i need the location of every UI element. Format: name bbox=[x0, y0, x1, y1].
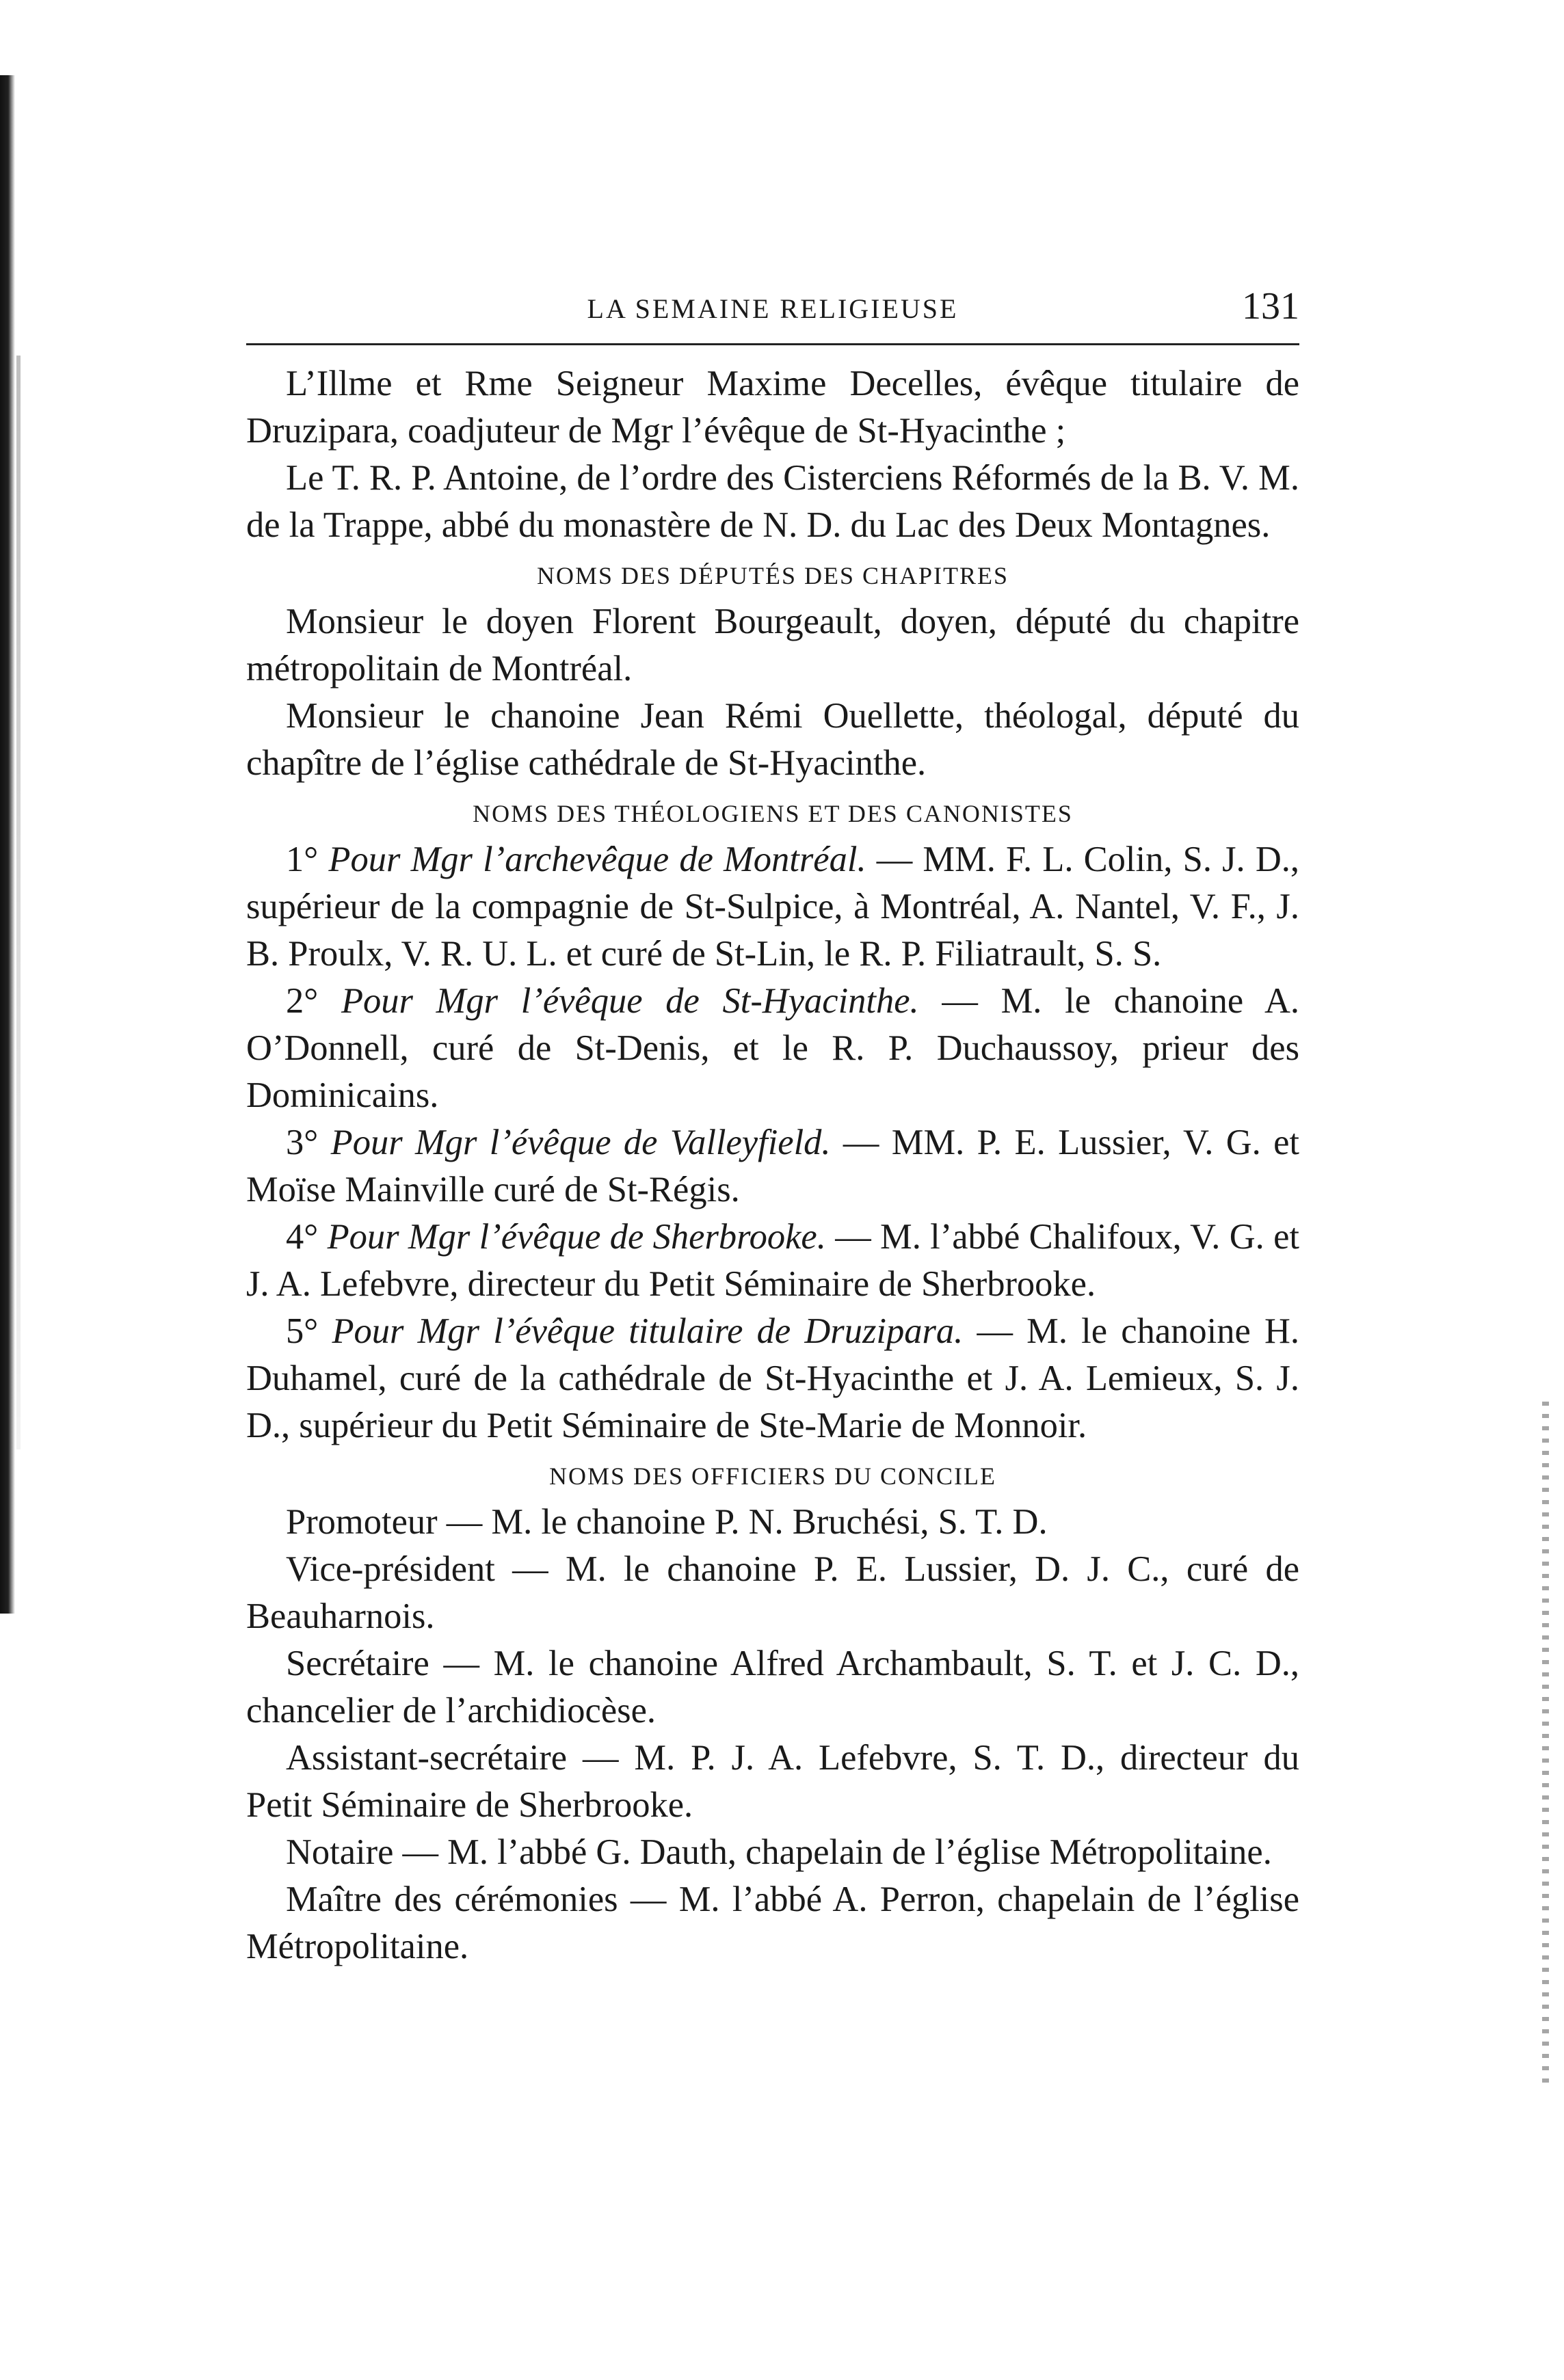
list-item bbox=[246, 1119, 1299, 1214]
item-number: 1° bbox=[286, 840, 319, 879]
running-title: LA SEMAINE RELIGIEUSE bbox=[587, 293, 959, 324]
heading-officiers: NOMS DES OFFICIERS DU CONCILE bbox=[548, 1462, 997, 1490]
item-body: — MM. P. E. Lussier, V. G. et Moïse Mainville curé de St-Régis. bbox=[246, 1123, 1299, 1209]
item-body: — M. l’abbé Chalifoux, V. G. et J. A. Lefebvre, directeur du Petit Séminaire de Sherbrooke. bbox=[246, 1217, 1300, 1304]
item-title: Pour Mgr l’évêque de Valleyfield. bbox=[330, 1123, 831, 1162]
paragraph-secretaire: Secrétaire — M. le chanoine Alfred Archambault, S. T. et J. C. D., chancelier de l’archidiocèse. bbox=[246, 1644, 1299, 1730]
item-number: 4° bbox=[286, 1217, 319, 1257]
page-number: 131 bbox=[1242, 285, 1299, 327]
book-page bbox=[246, 267, 1299, 1970]
item-title: Pour Mgr l’évêque de Sherbrooke. bbox=[327, 1217, 826, 1257]
scan-binding-edge bbox=[0, 75, 15, 1614]
paragraph-antoine: Le T. R. P. Antoine, de l’ordre des Cisterciens Réformés de la B. V. M. de la Trappe, abbé du monastère de N. D. du Lac des Deux Montagnes. bbox=[246, 458, 1299, 545]
item-body: — M. le chanoine H. Duhamel, curé de la cathédrale de St-Hyacinthe et J. A. Lemieux, S. J. D., supérieur du Petit Séminaire de Ste-Marie de Monnoir. bbox=[246, 1311, 1299, 1445]
running-head bbox=[246, 267, 1299, 328]
heading-deputes: NOMS DES DÉPUTÉS DES CHAPITRES bbox=[536, 562, 1009, 589]
page-body bbox=[246, 360, 1299, 1970]
item-body: — M. le chanoine A. O’Donnell, curé de St-Denis, et le R. P. Duchaussoy, prieur des Dominicains. bbox=[246, 981, 1299, 1115]
paragraph-vice-president: Vice-président — M. le chanoine P. E. Lussier, D. J. C., curé de Beauharnois. bbox=[246, 1549, 1299, 1636]
scan-shadow bbox=[16, 356, 21, 1449]
heading-theologiens: NOMS DES THÉOLOGIENS ET DES CANONISTES bbox=[473, 800, 1073, 827]
item-body: — MM. F. L. Colin, S. J. D., supérieur de la compagnie de St-Sulpice, à Montréal, A. Nantel, V. F., J. B. Proulx, V. R. U. L. et curé de St-Lin, le R. P. Filiatrault, S. S. bbox=[246, 840, 1299, 974]
item-title: Pour Mgr l’archevêque de Montréal. bbox=[328, 840, 866, 879]
item-title: Pour Mgr l’évêque de St-Hyacinthe. bbox=[341, 981, 919, 1021]
paragraph-decelles: L’Illme et Rme Seigneur Maxime Decelles, évêque titulaire de Druzipara, coadjuteur de Mgr l’évêque de St-Hyacinthe ; bbox=[246, 364, 1299, 451]
paragraph-bourgeault: Monsieur le doyen Florent Bourgeault, doyen, député du chapitre métropolitain de Montréal. bbox=[246, 602, 1299, 688]
paragraph-promoteur: Promoteur — M. le chanoine P. N. Bruchési, S. T. D. bbox=[286, 1502, 1048, 1542]
list-item bbox=[246, 836, 1299, 978]
scan-margin-marks bbox=[1542, 1402, 1549, 2085]
paragraph-assistant-secretaire: Assistant-secrétaire — M. P. J. A. Lefebvre, S. T. D., directeur du Petit Séminaire de Sherbrooke. bbox=[246, 1738, 1299, 1825]
paragraph-notaire: Notaire — M. l’abbé G. Dauth, chapelain de l’église Métropolitaine. bbox=[286, 1832, 1272, 1872]
header-rule bbox=[246, 343, 1299, 345]
list-item bbox=[246, 1308, 1299, 1449]
item-number: 3° bbox=[286, 1123, 319, 1162]
paragraph-ouellette: Monsieur le chanoine Jean Rémi Ouellette, théologal, député du chapître de l’église cathédrale de St-Hyacinthe. bbox=[246, 696, 1299, 783]
item-number: 5° bbox=[286, 1311, 319, 1351]
paragraph-maitre-ceremonies: Maître des cérémonies — M. l’abbé A. Perron, chapelain de l’église Métropolitaine. bbox=[246, 1880, 1299, 1966]
item-title: Pour Mgr l’évêque titulaire de Druzipara. bbox=[332, 1311, 964, 1351]
list-item bbox=[246, 1214, 1299, 1308]
list-item bbox=[246, 978, 1299, 1119]
item-number: 2° bbox=[286, 981, 319, 1021]
